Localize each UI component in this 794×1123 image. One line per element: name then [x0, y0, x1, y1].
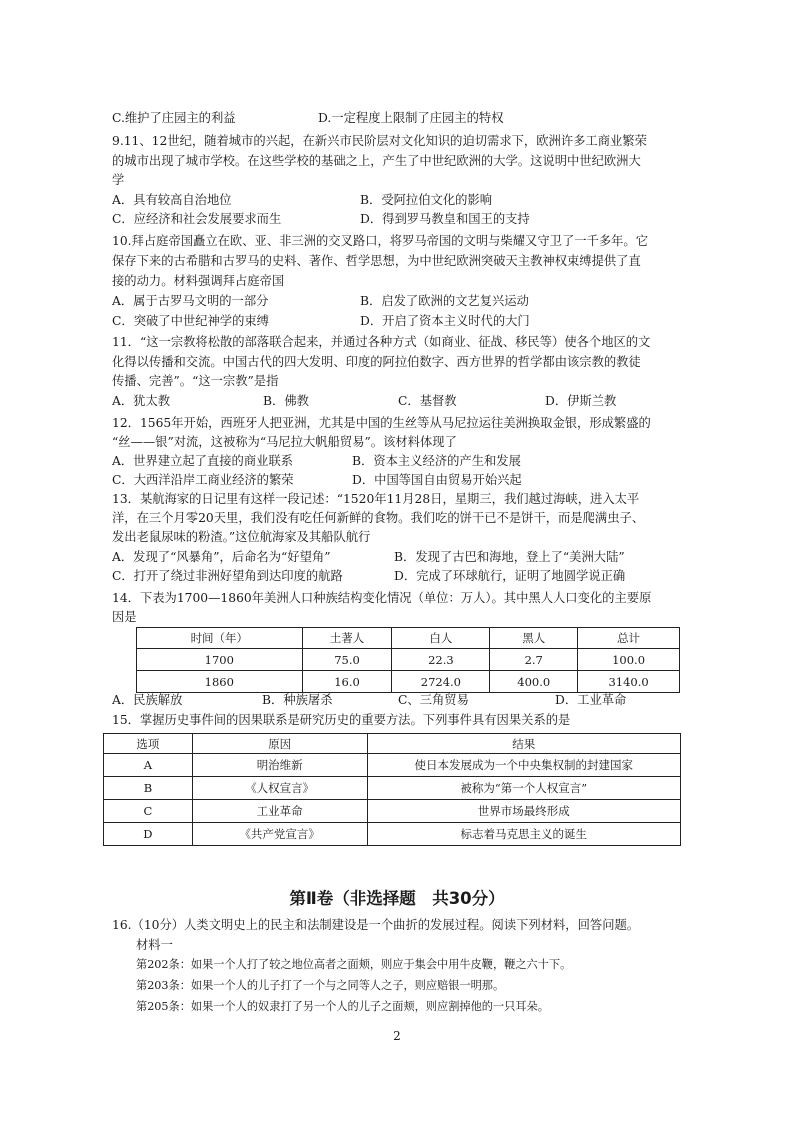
table14-header: 黑人 — [490, 628, 578, 649]
table-cell: 世界市场最终形成 — [367, 800, 680, 823]
q10-option-b: B．启发了欧洲的文艺复兴运动 — [360, 294, 529, 308]
q8-option-c: C.维护了庄园主的利益 — [112, 111, 236, 125]
q16-stem: 16.（10分）人类文明史上的民主和法制建设是一个曲折的发展过程。阅读下列材料，回答问题。 — [112, 918, 640, 932]
q16-material-label: 材料一 — [136, 938, 173, 952]
q9-option-d: D．得到罗马教皇和国王的支持 — [360, 212, 530, 226]
q11-option-c: C．基督教 — [398, 394, 457, 408]
table15-header: 结果 — [367, 734, 680, 754]
causality-table — [103, 733, 681, 846]
q16-material-item: 第203条：如果一个人的儿子打了一个与之同等人之子，则应赔银一明那。 — [136, 979, 505, 992]
table-cell: D — [104, 823, 193, 846]
table-cell: 使日本发展成为一个中央集权制的封建国家 — [367, 754, 680, 777]
q16-material-item: 第205条：如果一个人的奴隶打了另一个人的儿子之面颊，则应割掉他的一只耳朵。 — [136, 1000, 549, 1013]
q9-stem-line1: 9.11、12世纪，随着城市的兴起，在新兴市民阶层对文化知识的迫切需求下，欧洲许多工商业繁荣 — [112, 134, 647, 148]
q14-option-c: C、三角贸易 — [398, 693, 469, 707]
q14-option-d: D．工业革命 — [555, 693, 627, 707]
table-cell: 2724.0 — [392, 671, 490, 693]
population-table — [136, 627, 680, 693]
table15-header: 原因 — [192, 734, 367, 754]
table-row — [137, 671, 680, 693]
q10-option-a: A．属于古罗马文明的一部分 — [112, 294, 269, 308]
section-title: 第Ⅱ卷（非选择题 共30分） — [289, 889, 505, 908]
q10-stem-line3: 接的动力。材料强调拜占庭帝国 — [112, 274, 285, 288]
q13-stem-line1: 13．某航海家的日记里有这样一段记述：“1520年11月28日，星期三，我们越过海峡，进入太平 — [112, 492, 640, 506]
table14-header: 时间（年） — [137, 628, 303, 649]
table-row — [104, 777, 681, 800]
q11-stem-line3: 传播、完善”。“这一宗教”是指 — [112, 374, 279, 388]
q14-stem-line1: 14．下表为1700—1860年美洲人口种族结构变化情况（单位：万人）。其中黑人人口变化的主要原 — [112, 591, 652, 605]
table-cell: 22.3 — [392, 649, 490, 671]
q9-option-c: C．应经济和社会发展要求而生 — [112, 212, 282, 226]
q9-stem-line3: 学 — [112, 173, 125, 187]
q11-stem-line1: 11．“这一宗教将松散的部落联合起来，并通过各种方式（如商业、征战、移民等）使各个地区的文 — [112, 335, 651, 349]
q11-stem-line2: 化得以传播和交流。中国古代的四大发明、印度的阿拉伯数字、西方世界的哲学都由该宗教的教徒 — [112, 355, 641, 369]
table15-header: 选项 — [104, 734, 193, 754]
page-number: 2 — [393, 1029, 401, 1043]
q12-option-b: B．资本主义经济的产生和发展 — [352, 454, 521, 468]
q13-stem-line3: 发出老鼠尿味的粉渣。”这位航海家及其船队航行 — [112, 530, 371, 544]
q13-option-c: C．打开了绕过非洲好望角到达印度的航路 — [112, 569, 343, 583]
table-cell: C — [104, 800, 193, 823]
q13-stem-line2: 洋，在三个月零20天里，我们没有吃任何新鲜的食物。我们吃的饼干已不是饼干，而是爬满虫子、 — [112, 511, 645, 525]
q12-option-a: A．世界建立起了直接的商业联系 — [112, 454, 294, 468]
table-cell: 1700 — [137, 649, 303, 671]
q9-option-b: B．受阿拉伯文化的影响 — [360, 193, 493, 207]
table-cell: A — [104, 754, 193, 777]
q14-stem-line2: 因是 — [112, 610, 137, 624]
q12-stem-line1: 12．1565年开始，西班牙人把亚洲，尤其是中国的生丝等从马尼拉运往美洲换取金银，形成繁盛的 — [112, 416, 651, 430]
q15-stem: 15．掌握历史事件间的因果联系是研究历史的重要方法。下列事件具有因果关系的是 — [112, 713, 571, 727]
q13-option-b: B．发现了古巴和海地，登上了“美洲大陆” — [394, 550, 625, 564]
q10-stem-line2: 保存下来的古希腊和古罗马的史料、著作、哲学思想，为中世纪欧洲突破天主教神权束缚提供了直 — [112, 254, 641, 268]
table-row — [104, 823, 681, 846]
q12-option-d: D．中国等国自由贸易开始兴起 — [352, 473, 522, 487]
table14-header: 总计 — [578, 628, 680, 649]
q8-option-d: D.一定程度上限制了庄园主的特权 — [318, 111, 504, 125]
q14-option-b: B．种族屠杀 — [262, 693, 333, 707]
q11-option-b: B．佛教 — [263, 394, 309, 408]
q11-option-a: A．犹太教 — [112, 394, 171, 408]
table-cell: 明治维新 — [192, 754, 367, 777]
table-cell: 《人权宣言》 — [192, 777, 367, 800]
q16-material-item: 第202条：如果一个人打了较之地位高者之面颊，则应于集会中用牛皮鞭，鞭之六十下。 — [136, 958, 572, 971]
table-cell: 400.0 — [490, 671, 578, 693]
table-row — [104, 800, 681, 823]
q13-option-d: D．完成了环球航行，证明了地圆学说正确 — [394, 569, 626, 583]
table14-header: 土著人 — [302, 628, 392, 649]
table-cell: 标志着马克思主义的诞生 — [367, 823, 680, 846]
table-cell: 《共产党宣言》 — [192, 823, 367, 846]
table-row — [104, 754, 681, 777]
table-cell: B — [104, 777, 193, 800]
q14-option-a: A．民族解放 — [112, 693, 183, 707]
q12-stem-line2: “丝——银”对流，这被称为“马尼拉大帆船贸易”。该材料体现了 — [112, 435, 457, 449]
table-row — [137, 649, 680, 671]
q12-option-c: C．大西洋沿岸工商业经济的繁荣 — [112, 473, 294, 487]
table-cell: 1860 — [137, 671, 303, 693]
table-cell: 3140.0 — [578, 671, 680, 693]
table-cell: 75.0 — [302, 649, 392, 671]
table-cell: 2.7 — [490, 649, 578, 671]
table-cell: 工业革命 — [192, 800, 367, 823]
q13-option-a: A．发现了“风暴角”，后命名为“好望角” — [112, 550, 331, 564]
q10-option-d: D．开启了资本主义时代的大门 — [360, 314, 530, 328]
table-cell: 被称为“第一个人权宣言” — [367, 777, 680, 800]
q9-stem-line2: 的城市出现了城市学校。在这些学校的基础之上，产生了中世纪欧洲的大学。这说明中世纪欧洲大 — [112, 154, 641, 168]
q9-option-a: A．具有较高自治地位 — [112, 193, 232, 207]
q11-option-d: D．伊斯兰教 — [545, 394, 617, 408]
table-cell: 100.0 — [578, 649, 680, 671]
table-cell: 16.0 — [302, 671, 392, 693]
q10-option-c: C．突破了中世纪神学的束缚 — [112, 314, 269, 328]
q10-stem-line1: 10.拜占庭帝国矗立在欧、亚、非三洲的交叉路口，将罗马帝国的文明与柴耀又守卫了一千多年。它 — [112, 234, 649, 248]
table14-header: 白人 — [392, 628, 490, 649]
